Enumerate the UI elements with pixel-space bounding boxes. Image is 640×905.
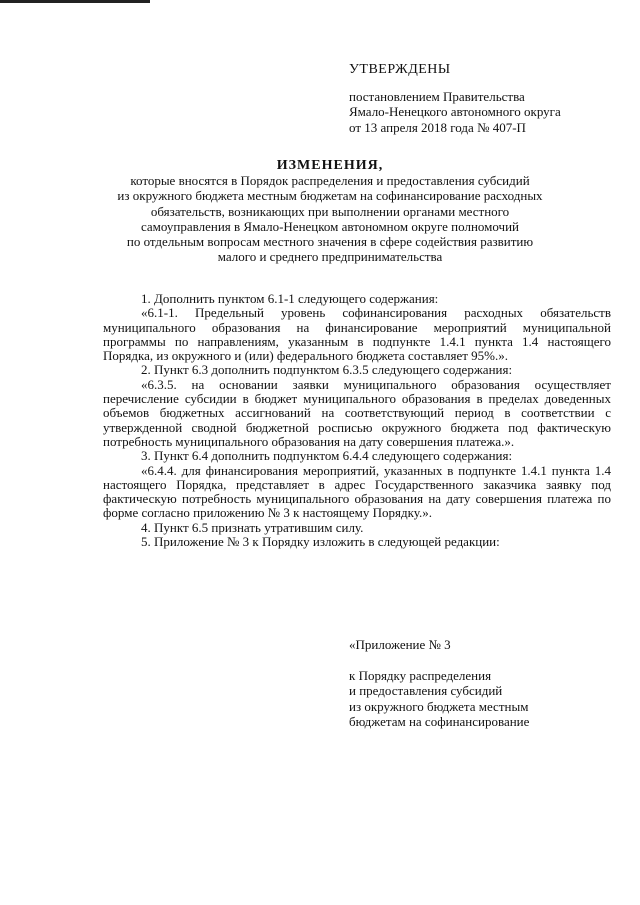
scan-edge-line bbox=[0, 0, 150, 3]
document-title bbox=[60, 158, 600, 264]
item-1-text: «6.1-1. Предельный уровень софинансирования расходных обязательств муниципального образования на финансирование мероприятий муниципальной программы по направлениям, указанным в подпункте 1.4.1 пункта 1.4 настоящего Порядка, из окружного и (или) федерального бюджета составляет 95%.». bbox=[103, 305, 611, 364]
item-5-heading: 5. Приложение № 3 к Порядку изложить в следующей редакции: bbox=[141, 534, 500, 550]
item-2-heading: 2. Пункт 6.3 дополнить подпунктом 6.3.5 следующего содержания: bbox=[141, 362, 513, 378]
item-2-text: «6.3.5. на основании заявки муниципального образования осуществляет перечисление субсидии в бюджет муниципального образования в пределах доведенных объемов бюджетных ассигнований на соответствующий период в соответствии с утвержденной сводной бюджетной росписью окружного бюджета под фактическую потребность муниципального образования на дату совершения платежа.». bbox=[103, 376, 611, 449]
appendix-block bbox=[349, 637, 529, 730]
title-line: из окружного бюджета местным бюджетам на софинансирование расходных bbox=[117, 188, 543, 204]
approval-line: Ямало-Ненецкого автономного округа bbox=[349, 104, 561, 119]
appendix-line: к Порядку распределения bbox=[349, 667, 492, 683]
item-1-heading: 1. Дополнить пунктом 6.1-1 следующего содержания: bbox=[141, 291, 439, 306]
title-line: по отдельным вопросам местного значения в сфере содействия развитию bbox=[126, 234, 534, 250]
item-3-heading: 3. Пункт 6.4 дополнить подпунктом 6.4.4 следующего содержания: bbox=[141, 448, 513, 464]
title-line: малого и среднего предпринимательства bbox=[217, 249, 443, 265]
approved-label: УТВЕРЖДЕНЫ bbox=[349, 62, 451, 77]
approval-block bbox=[349, 62, 561, 135]
item-3-text: «6.4.4. для финансирования мероприятий, указанных в подпункте 1.4.1 пункта 1.4 настоящего Порядка, представляет в адрес Государственного заказчика заявку под фактическую потребность муниципального образования на дату совершения платежа по форме согласно приложению № 3 к настоящему Порядку.». bbox=[103, 462, 611, 521]
approval-line: от 13 апреля 2018 года № 407-П bbox=[349, 119, 526, 135]
approval-line: постановлением Правительства bbox=[349, 88, 525, 104]
document-body bbox=[103, 292, 611, 549]
title-line: которые вносятся в Порядок распределения и предоставления субсидий bbox=[130, 173, 530, 189]
appendix-title: «Приложение № 3 bbox=[349, 637, 451, 652]
appendix-line: бюджетам на софинансирование bbox=[349, 714, 530, 729]
appendix-line: из окружного бюджета местным bbox=[349, 698, 529, 714]
title-heading: ИЗМЕНЕНИЯ, bbox=[276, 158, 384, 173]
title-line: самоуправления в Ямало-Ненецком автономном округе полномочий bbox=[140, 218, 519, 234]
appendix-line: и предоставления субсидий bbox=[349, 683, 503, 698]
item-4-heading: 4. Пункт 6.5 признать утратившим силу. bbox=[141, 519, 364, 535]
title-line: обязательств, возникающих при выполнении органами местного bbox=[150, 203, 510, 219]
